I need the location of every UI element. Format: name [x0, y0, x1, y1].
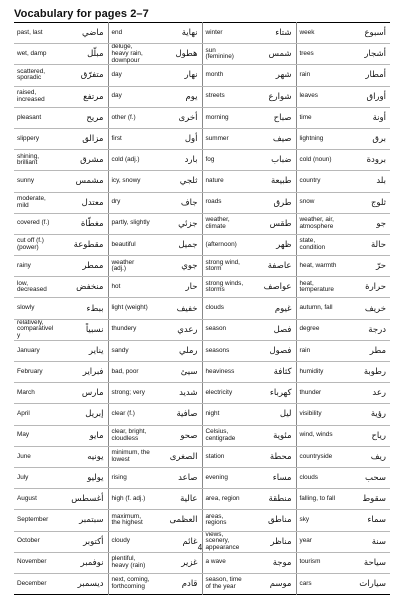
arabic-term: سبتمبر [58, 510, 108, 531]
arabic-term: أونة [340, 107, 390, 128]
arabic-term: مناظر [246, 531, 296, 552]
english-term: year [296, 531, 340, 552]
english-term: slippery [14, 128, 58, 149]
page-title: Vocabulary for pages 2–7 [14, 8, 149, 20]
arabic-term: طقس [246, 213, 296, 234]
table-row [14, 298, 390, 319]
arabic-term: ماضي [58, 23, 108, 44]
arabic-term: شديد [152, 383, 202, 404]
english-term: January [14, 340, 58, 361]
arabic-term: منطقة [246, 489, 296, 510]
english-term: March [14, 383, 58, 404]
table-row [14, 171, 390, 192]
arabic-term: رؤية [340, 404, 390, 425]
page-number: 4 [197, 543, 203, 552]
arabic-term: مطر [340, 340, 390, 361]
arabic-term: برودة [340, 150, 390, 171]
arabic-term: مرتفع [58, 86, 108, 107]
english-term: other (f.) [108, 107, 152, 128]
arabic-term: فصول [246, 340, 296, 361]
table-row [14, 425, 390, 446]
english-term: area, region [202, 489, 246, 510]
english-term: wind, winds [296, 425, 340, 446]
arabic-term: مارس [58, 383, 108, 404]
arabic-term: صافية [152, 404, 202, 425]
english-term: country [296, 171, 340, 192]
arabic-term: طرق [246, 192, 296, 213]
english-term: past, last [14, 23, 58, 44]
arabic-term: أسبوع [340, 23, 390, 44]
english-term: nature [202, 171, 246, 192]
table-row [14, 107, 390, 128]
english-term: moderate, mild [14, 192, 58, 213]
english-term: summer [202, 128, 246, 149]
arabic-term: حار [152, 277, 202, 298]
arabic-term: معتدل [58, 192, 108, 213]
arabic-term: صيف [246, 128, 296, 149]
table-row [14, 44, 390, 65]
table-row [14, 404, 390, 425]
english-term: clear, bright, cloudless [108, 425, 152, 446]
arabic-term: منخفض [58, 277, 108, 298]
english-term: a wave [202, 552, 246, 573]
arabic-term: شمس [246, 44, 296, 65]
english-term: rainy [14, 256, 58, 277]
english-term: cloudy [108, 531, 152, 552]
english-term: July [14, 467, 58, 488]
english-term: tourism [296, 552, 340, 573]
arabic-term: صاعد [152, 467, 202, 488]
english-term: autumn, fall [296, 298, 340, 319]
english-term: beautiful [108, 234, 152, 255]
english-term: day [108, 65, 152, 86]
arabic-term: خفيف [152, 298, 202, 319]
arabic-term: يوليو [58, 467, 108, 488]
arabic-term: مغطّاة [58, 213, 108, 234]
english-term: February [14, 362, 58, 383]
arabic-term: طبيعة [246, 171, 296, 192]
arabic-term: أكتوبر [58, 531, 108, 552]
arabic-term: أشجار [340, 44, 390, 65]
english-term: day [108, 86, 152, 107]
arabic-term: فصل [246, 319, 296, 340]
table-row [14, 489, 390, 510]
arabic-term: سحب [340, 467, 390, 488]
english-term: week [296, 23, 340, 44]
arabic-term: يناير [58, 340, 108, 361]
arabic-term: ظهر [246, 234, 296, 255]
arabic-term: العظمى [152, 510, 202, 531]
table-row [14, 573, 390, 594]
arabic-term: رطوبة [340, 362, 390, 383]
arabic-term: متفرّق [58, 65, 108, 86]
english-term: dry [108, 192, 152, 213]
arabic-term: أول [152, 128, 202, 149]
english-term: strong wind, storm [202, 256, 246, 277]
arabic-term: مشرق [58, 150, 108, 171]
arabic-term: حالة [340, 234, 390, 255]
arabic-term: مشمس [58, 171, 108, 192]
english-term: seasons [202, 340, 246, 361]
english-term: wet, damp [14, 44, 58, 65]
table-row [14, 128, 390, 149]
table-row [14, 65, 390, 86]
arabic-term: موسم [246, 573, 296, 594]
arabic-term: ببطء [58, 298, 108, 319]
arabic-term: نهار [152, 65, 202, 86]
english-term: sky [296, 510, 340, 531]
english-term: first [108, 128, 152, 149]
table-row [14, 383, 390, 404]
english-term: leaves [296, 86, 340, 107]
english-term: covered (f.) [14, 213, 58, 234]
english-term: sunny [14, 171, 58, 192]
arabic-term: شوارع [246, 86, 296, 107]
english-term: relatively, comparatively [14, 319, 58, 340]
english-term: June [14, 446, 58, 467]
arabic-term: ريف [340, 446, 390, 467]
english-term: electricity [202, 383, 246, 404]
arabic-term: نوفمبر [58, 552, 108, 573]
english-term: sandy [108, 340, 152, 361]
english-term: roads [202, 192, 246, 213]
english-term: weather, air, atmosphere [296, 213, 340, 234]
english-term: next, coming, forthcoming [111, 576, 150, 590]
arabic-term: رملي [152, 340, 202, 361]
english-term: cut off (f.) (power) [14, 234, 58, 255]
arabic-term: عواصف [246, 277, 296, 298]
arabic-term: مناطق [246, 510, 296, 531]
arabic-term: نهاية [152, 23, 202, 44]
arabic-term: مزالق [58, 128, 108, 149]
english-term: time [296, 107, 340, 128]
english-term: low, decreased [14, 277, 58, 298]
english-term: snow [296, 192, 340, 213]
arabic-term: عاصفة [246, 256, 296, 277]
arabic-term: سماء [340, 510, 390, 531]
arabic-term: حرّ [340, 256, 390, 277]
english-term: Celsius, centigrade [202, 425, 246, 446]
arabic-term: أغسطس [58, 489, 108, 510]
english-term: evening [202, 467, 246, 488]
table-row [14, 467, 390, 488]
arabic-term: برق [340, 128, 390, 149]
english-term: August [14, 489, 58, 510]
arabic-term: مقطوعة [58, 234, 108, 255]
english-term: scattered, sporadic [14, 65, 58, 86]
table-row [14, 213, 390, 234]
arabic-term: مبلّل [58, 44, 108, 65]
english-term: state, condition [296, 234, 340, 255]
vocabulary-table [14, 22, 390, 595]
arabic-term: رعد [340, 383, 390, 404]
english-term: streets [202, 86, 246, 107]
english-term: trees [296, 44, 340, 65]
vocabulary-rows [14, 23, 390, 595]
table-row [14, 23, 390, 44]
english-term: November [14, 552, 58, 573]
english-term: rain [296, 65, 340, 86]
english-term: winter [202, 23, 246, 44]
english-term: lightning [296, 128, 340, 149]
english-term: maximum, the highest [108, 510, 152, 531]
english-term: December [17, 579, 47, 587]
arabic-term: جميل [152, 234, 202, 255]
english-term: cold (noun) [296, 150, 340, 171]
english-term: rising [108, 467, 152, 488]
english-term: season, time of the year [205, 576, 242, 590]
table-row [14, 150, 390, 171]
arabic-term: سياحة [340, 552, 390, 573]
english-term: bad, poor [108, 362, 152, 383]
arabic-term: بارد [152, 150, 202, 171]
english-term: heat, temperature [296, 277, 340, 298]
table-row [14, 362, 390, 383]
arabic-term: أوراق [340, 86, 390, 107]
arabic-term: ثلجي [152, 171, 202, 192]
table-row [14, 446, 390, 467]
english-term: cold (adj.) [108, 150, 152, 171]
arabic-term: غزير [152, 552, 202, 573]
english-term: clear (f.) [108, 404, 152, 425]
english-term: season [202, 319, 246, 340]
arabic-term: رياح [340, 425, 390, 446]
english-term: end [108, 23, 152, 44]
arabic-term: جو [340, 213, 390, 234]
arabic-term: درجة [340, 319, 390, 340]
english-term: areas, regions [202, 510, 246, 531]
arabic-term: ممطر [58, 256, 108, 277]
arabic-term: أمطار [340, 65, 390, 86]
arabic-term: حرارة [340, 277, 390, 298]
arabic-term: رعدي [152, 319, 202, 340]
english-term: night [202, 404, 246, 425]
english-term: light (weight) [108, 298, 152, 319]
arabic-term: سنة [340, 531, 390, 552]
table-row [14, 86, 390, 107]
arabic-term: فبراير [58, 362, 108, 383]
english-term: shining, brilliant [14, 150, 58, 171]
english-term: degree [296, 319, 340, 340]
english-term: month [202, 65, 246, 86]
english-term: cars [299, 579, 312, 587]
english-term: strong winds, storms [202, 277, 246, 298]
table-row [14, 319, 390, 340]
table-row [14, 340, 390, 361]
arabic-term: الصغرى [152, 446, 202, 467]
english-term: strong; very [108, 383, 152, 404]
english-term: hot [108, 277, 152, 298]
arabic-term: صباح [246, 107, 296, 128]
english-term: partly, slightly [108, 213, 152, 234]
arabic-term: هطول [152, 44, 202, 65]
english-term: plentiful, heavy (rain) [108, 552, 152, 573]
arabic-term: إبريل [58, 404, 108, 425]
english-term: pleasant [14, 107, 58, 128]
table-row [14, 552, 390, 573]
english-term: minimum, the lowest [108, 446, 152, 467]
english-term: high (f. adj.) [108, 489, 152, 510]
arabic-term: جوي [152, 256, 202, 277]
arabic-term: ليل [246, 404, 296, 425]
arabic-term: جاف [152, 192, 202, 213]
english-term: visibility [296, 404, 340, 425]
arabic-term: سيارات [359, 578, 386, 589]
arabic-term: خريف [340, 298, 390, 319]
arabic-term: سقوط [340, 489, 390, 510]
table-row [14, 277, 390, 298]
arabic-term: يونيه [58, 446, 108, 467]
arabic-term: ضباب [246, 150, 296, 171]
english-term: sun (feminine) [202, 44, 246, 65]
english-term: heaviness [202, 362, 246, 383]
table-row [14, 510, 390, 531]
arabic-term: شتاء [246, 23, 296, 44]
arabic-term: موجة [246, 552, 296, 573]
table-row [14, 234, 390, 255]
arabic-term: محطة [246, 446, 296, 467]
arabic-term: غائم [152, 531, 202, 552]
arabic-term: ديسمبر [58, 573, 108, 594]
english-term: April [14, 404, 58, 425]
english-term: icy, snowy [108, 171, 152, 192]
english-term: heat, warmth [296, 256, 340, 277]
english-term: September [14, 510, 58, 531]
english-term: thunder [296, 383, 340, 404]
english-term: morning [202, 107, 246, 128]
english-term: falling, to fall [296, 489, 340, 510]
english-term: raised, increased [14, 86, 58, 107]
arabic-term: شهر [246, 65, 296, 86]
english-term: weather (adj.) [108, 256, 152, 277]
arabic-term: مريح [58, 107, 108, 128]
arabic-term: مساء [246, 467, 296, 488]
arabic-term: مئوية [246, 425, 296, 446]
arabic-term: بلد [340, 171, 390, 192]
english-term: October [14, 531, 58, 552]
arabic-term: صحو [152, 425, 202, 446]
arabic-term: أخرى [152, 107, 202, 128]
arabic-term: ثلوج [340, 192, 390, 213]
arabic-term: نسبياً [58, 319, 108, 340]
arabic-term: كثافة [246, 362, 296, 383]
table-row [14, 256, 390, 277]
arabic-term: جزئي [152, 213, 202, 234]
english-term: countryside [296, 446, 340, 467]
table-row [14, 192, 390, 213]
arabic-term: غيوم [246, 298, 296, 319]
english-term: humidity [296, 362, 340, 383]
arabic-term: سيئ [152, 362, 202, 383]
english-term: clouds [202, 298, 246, 319]
english-term: rain [296, 340, 340, 361]
english-term: thundery [108, 319, 152, 340]
arabic-term: قادم [152, 573, 202, 594]
english-term: clouds [296, 467, 340, 488]
english-term: station [202, 446, 246, 467]
arabic-term: مايو [58, 425, 108, 446]
english-term: May [14, 425, 58, 446]
english-term: slowly [14, 298, 58, 319]
english-term: weather, climate [202, 213, 246, 234]
arabic-term: عالية [152, 489, 202, 510]
english-term: deluge, heavy rain, downpour [108, 44, 152, 65]
arabic-term: كهرباء [246, 383, 296, 404]
english-term: fog [202, 150, 246, 171]
arabic-term: يوم [152, 86, 202, 107]
english-term: views, scenery, appearance [202, 531, 246, 552]
english-term: (afternoon) [202, 234, 246, 255]
